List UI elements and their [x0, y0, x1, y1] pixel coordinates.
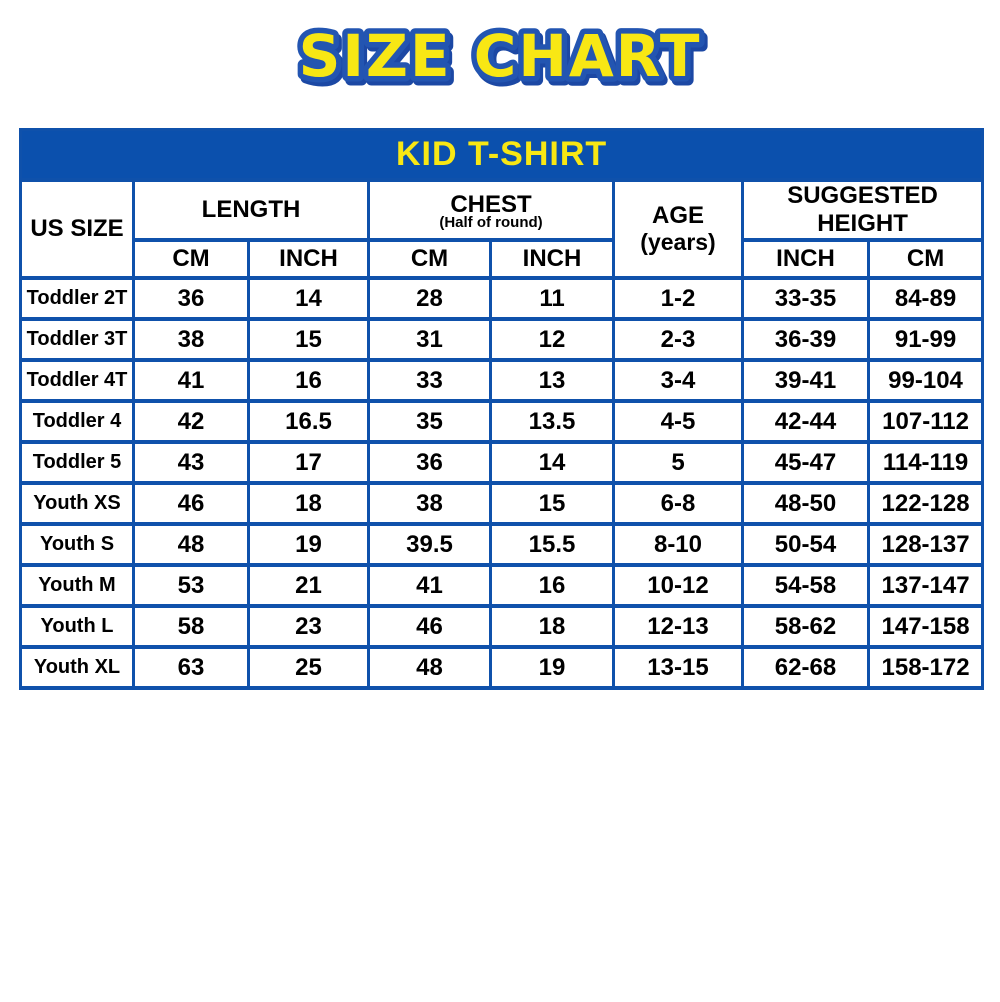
table-row [21, 401, 983, 442]
cell-age: 2-3 [614, 319, 743, 360]
cell-height-cm: 99-104 [869, 360, 983, 401]
col-header-us-size: US SIZE [21, 180, 134, 278]
cell-length-inch: 15 [249, 319, 369, 360]
cell-chest-cm: 31 [369, 319, 491, 360]
table-row [21, 483, 983, 524]
cell-height-cm: 91-99 [869, 319, 983, 360]
cell-height-inch: 33-35 [743, 278, 869, 319]
table-row [21, 565, 983, 606]
cell-us-size: Youth S [21, 524, 134, 565]
cell-chest-inch: 11 [491, 278, 614, 319]
cell-length-inch: 14 [249, 278, 369, 319]
cell-length-cm: 38 [134, 319, 249, 360]
col-header-suggested-height: SUGGESTED HEIGHT [743, 180, 983, 240]
unit-header-height-inch: INCH [743, 240, 869, 278]
cell-chest-cm: 48 [369, 647, 491, 688]
cell-chest-inch: 15 [491, 483, 614, 524]
cell-chest-cm: 46 [369, 606, 491, 647]
cell-us-size: Youth XL [21, 647, 134, 688]
units-header-row [21, 240, 983, 278]
cell-us-size: Youth L [21, 606, 134, 647]
cell-chest-cm: 35 [369, 401, 491, 442]
size-table [19, 128, 984, 690]
cell-height-cm: 147-158 [869, 606, 983, 647]
cell-age: 1-2 [614, 278, 743, 319]
cell-length-cm: 42 [134, 401, 249, 442]
cell-height-inch: 45-47 [743, 442, 869, 483]
title-bubble-art [140, 6, 860, 106]
cell-length-cm: 41 [134, 360, 249, 401]
cell-chest-cm: 28 [369, 278, 491, 319]
cell-height-cm: 114-119 [869, 442, 983, 483]
cell-us-size: Toddler 2T [21, 278, 134, 319]
age-sublabel: (years) [640, 229, 716, 256]
cell-length-inch: 17 [249, 442, 369, 483]
table-row [21, 524, 983, 565]
cell-age: 10-12 [614, 565, 743, 606]
cell-height-inch: 58-62 [743, 606, 869, 647]
banner-row [21, 130, 983, 181]
unit-header-length-cm: CM [134, 240, 249, 278]
cell-age: 4-5 [614, 401, 743, 442]
cell-height-inch: 42-44 [743, 401, 869, 442]
cell-length-cm: 43 [134, 442, 249, 483]
cell-chest-inch: 15.5 [491, 524, 614, 565]
cell-us-size: Toddler 5 [21, 442, 134, 483]
cell-length-inch: 18 [249, 483, 369, 524]
col-header-length: LENGTH [134, 180, 369, 240]
cell-chest-cm: 39.5 [369, 524, 491, 565]
table-row [21, 606, 983, 647]
unit-header-height-cm: CM [869, 240, 983, 278]
cell-chest-cm: 36 [369, 442, 491, 483]
cell-length-inch: 25 [249, 647, 369, 688]
cell-height-inch: 54-58 [743, 565, 869, 606]
size-chart-title: SIZE CHART [298, 22, 702, 90]
cell-length-cm: 53 [134, 565, 249, 606]
col-header-chest [369, 180, 614, 240]
cell-age: 8-10 [614, 524, 743, 565]
cell-us-size: Toddler 4 [21, 401, 134, 442]
cell-us-size: Toddler 3T [21, 319, 134, 360]
cell-chest-cm: 33 [369, 360, 491, 401]
cell-length-inch: 16.5 [249, 401, 369, 442]
cell-chest-inch: 16 [491, 565, 614, 606]
chest-sublabel: (Half of round) [439, 213, 543, 231]
table-row [21, 442, 983, 483]
cell-chest-inch: 12 [491, 319, 614, 360]
col-header-age [614, 180, 743, 278]
cell-age: 3-4 [614, 360, 743, 401]
cell-height-cm: 122-128 [869, 483, 983, 524]
table-row [21, 360, 983, 401]
cell-age: 13-15 [614, 647, 743, 688]
cell-height-cm: 128-137 [869, 524, 983, 565]
cell-age: 6-8 [614, 483, 743, 524]
cell-chest-cm: 38 [369, 483, 491, 524]
unit-header-length-inch: INCH [249, 240, 369, 278]
cell-chest-inch: 14 [491, 442, 614, 483]
cell-age: 12-13 [614, 606, 743, 647]
unit-header-chest-inch: INCH [491, 240, 614, 278]
cell-length-inch: 19 [249, 524, 369, 565]
cell-length-cm: 63 [134, 647, 249, 688]
cell-chest-inch: 18 [491, 606, 614, 647]
table-head [21, 130, 983, 279]
chest-label: CHEST [450, 190, 532, 218]
cell-height-inch: 50-54 [743, 524, 869, 565]
table-body [21, 278, 983, 688]
cell-length-inch: 21 [249, 565, 369, 606]
cell-length-cm: 58 [134, 606, 249, 647]
page-title [0, 0, 1000, 106]
cell-us-size: Youth XS [21, 483, 134, 524]
cell-length-cm: 36 [134, 278, 249, 319]
unit-header-chest-cm: CM [369, 240, 491, 278]
cell-height-inch: 39-41 [743, 360, 869, 401]
cell-height-cm: 137-147 [869, 565, 983, 606]
cell-us-size: Youth M [21, 565, 134, 606]
cell-height-cm: 84-89 [869, 278, 983, 319]
cell-height-cm: 158-172 [869, 647, 983, 688]
cell-chest-inch: 19 [491, 647, 614, 688]
cell-length-inch: 23 [249, 606, 369, 647]
cell-age: 5 [614, 442, 743, 483]
cell-chest-inch: 13.5 [491, 401, 614, 442]
cell-chest-cm: 41 [369, 565, 491, 606]
cell-length-inch: 16 [249, 360, 369, 401]
cell-us-size: Toddler 4T [21, 360, 134, 401]
table-row [21, 319, 983, 360]
cell-height-inch: 36-39 [743, 319, 869, 360]
cell-height-inch: 48-50 [743, 483, 869, 524]
table-row [21, 647, 983, 688]
cell-chest-inch: 13 [491, 360, 614, 401]
table-row [21, 278, 983, 319]
group-header-row [21, 180, 983, 240]
age-label: AGE [651, 202, 704, 230]
cell-length-cm: 48 [134, 524, 249, 565]
table-banner: KID T-SHIRT [21, 130, 983, 181]
cell-height-cm: 107-112 [869, 401, 983, 442]
cell-length-cm: 46 [134, 483, 249, 524]
cell-height-inch: 62-68 [743, 647, 869, 688]
